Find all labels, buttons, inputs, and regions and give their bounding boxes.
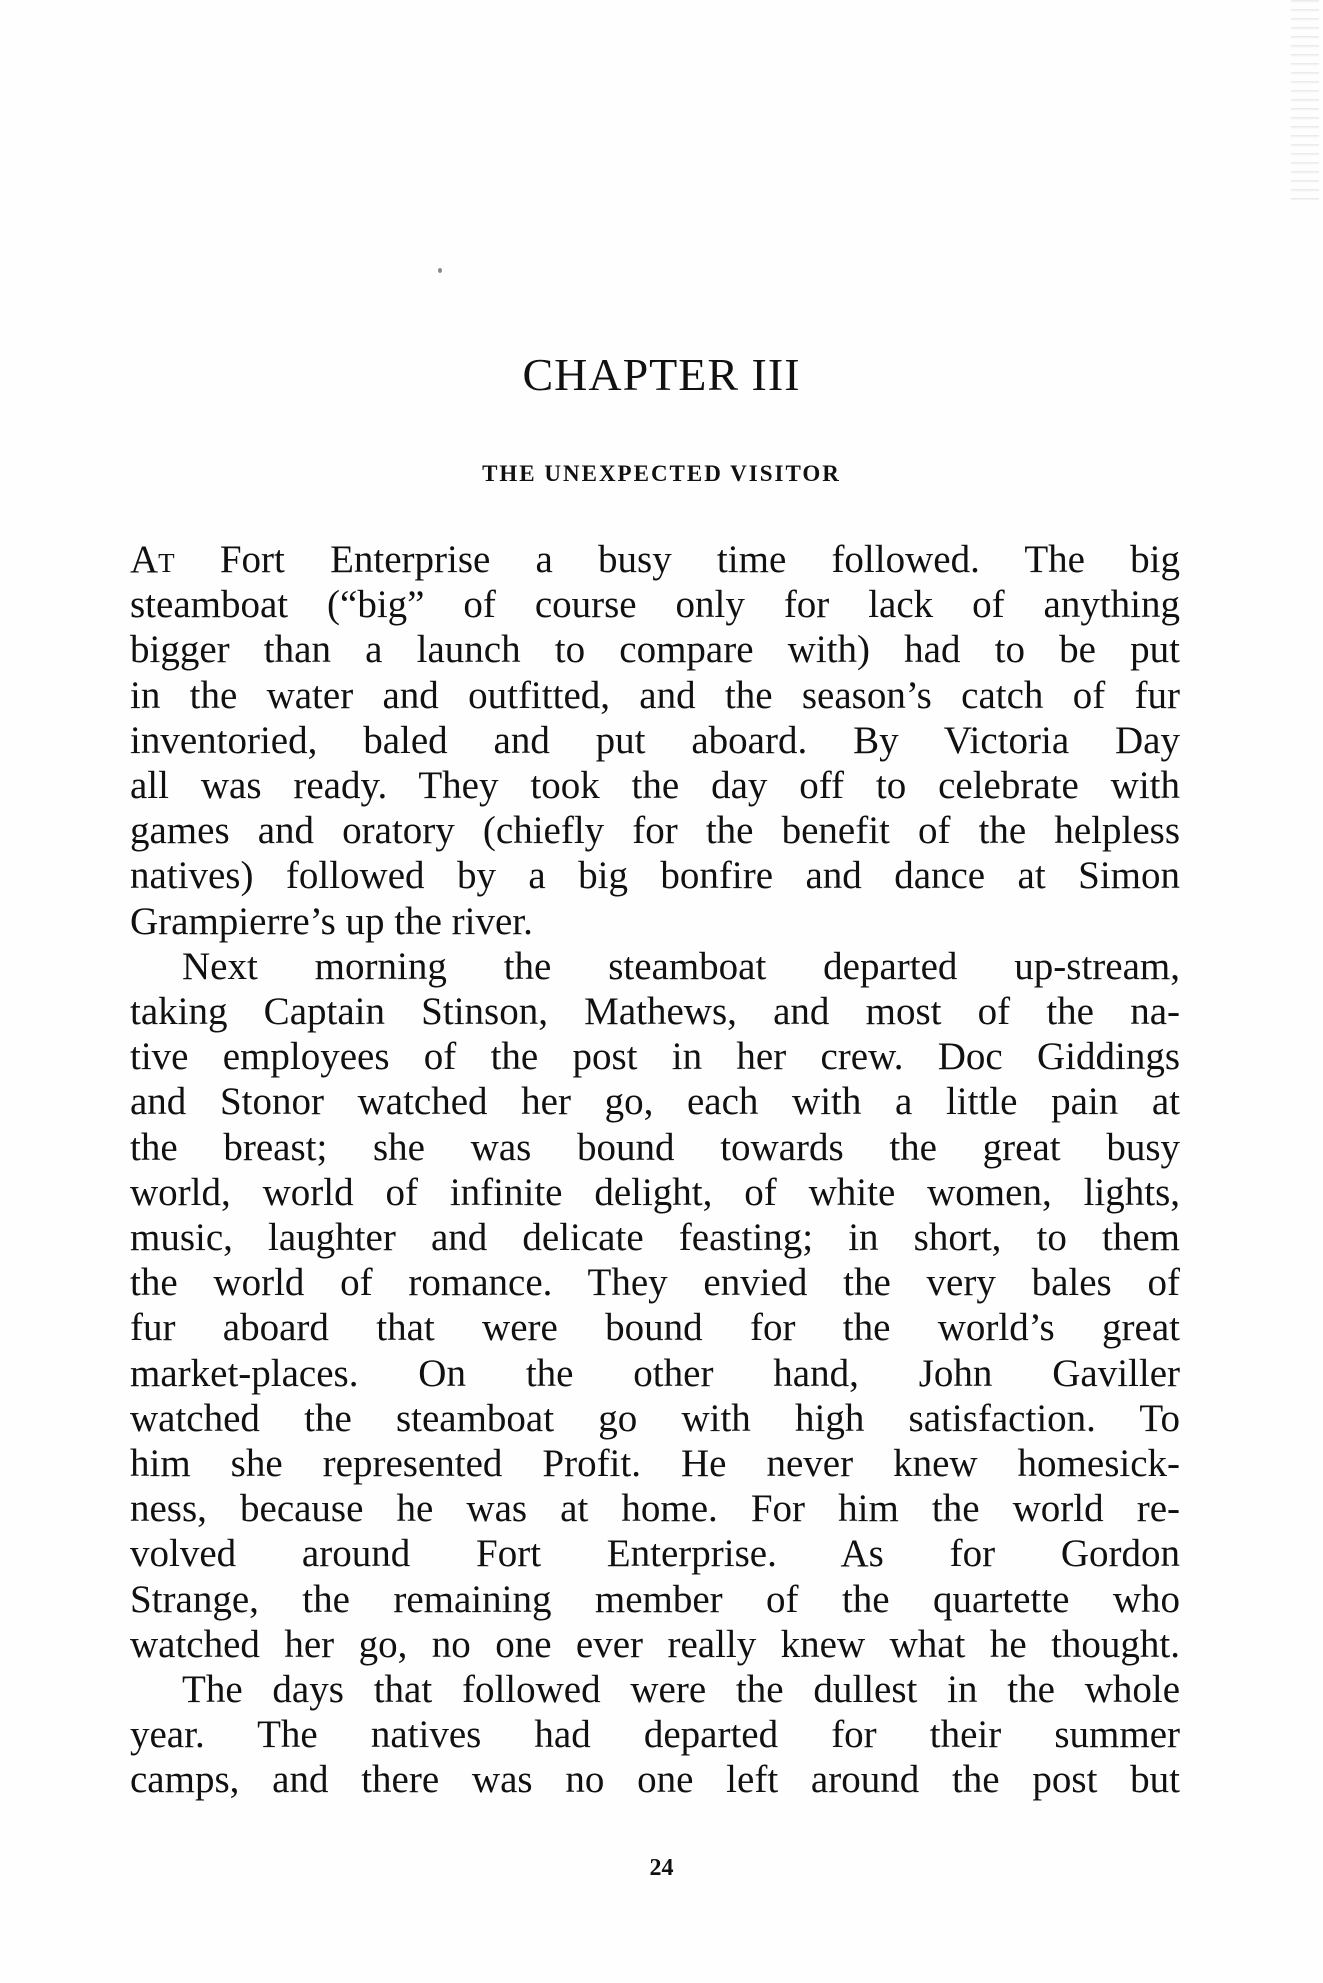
text-line: volved around Fort Enterprise. As for Gordon xyxy=(130,1532,1180,1576)
text-line: steamboat (“big” of course only for lack of anything xyxy=(130,583,1180,627)
text-line: The days that followed were the dullest in the whole xyxy=(182,1668,1180,1712)
scan-speck xyxy=(438,268,442,273)
text-line: in the water and outfitted, and the season’s catch of fur xyxy=(130,673,1180,717)
text-line: market-places. On the other hand, John Gaviller xyxy=(130,1351,1180,1395)
paragraph xyxy=(130,537,1180,944)
chapter-title: THE UNEXPECTED VISITOR xyxy=(482,461,841,486)
text-line: inventoried, baled and put aboard. By Victoria Day xyxy=(130,718,1180,762)
text-line: Grampierre’s up the river. xyxy=(130,899,533,943)
text-line: tive employees of the post in her crew. Doc Giddings xyxy=(130,1035,1180,1079)
text-line: camps, and there was no one left around the post but xyxy=(130,1758,1180,1802)
text-line: all was ready. They took the day off to celebrate with xyxy=(130,764,1180,808)
chapter-number: CHAPTER III xyxy=(522,349,801,400)
scan-edge-noise xyxy=(1291,0,1319,200)
text-line: fur aboard that were bound for the world’s great xyxy=(130,1306,1180,1350)
text-line: the world of romance. They envied the very bales of xyxy=(130,1261,1180,1305)
text-line: Strange, the remaining member of the quartette who xyxy=(130,1577,1180,1621)
text-line: Next morning the steamboat departed up-stream, xyxy=(182,944,1180,988)
text-line: him she represented Profit. He never knew homesick- xyxy=(130,1442,1180,1486)
text-line: ness, because he was at home. For him the world re- xyxy=(130,1487,1180,1531)
text-line: bigger than a launch to compare with) had to be put xyxy=(130,628,1180,672)
text-line: games and oratory (chiefly for the benefit of the helpless xyxy=(130,809,1180,853)
page-number: 24 xyxy=(649,1855,674,1881)
text-line: natives) followed by a big bonfire and dance at Simon xyxy=(130,854,1180,898)
chapter-body xyxy=(130,537,1180,1803)
text-line: taking Captain Stinson, Mathews, and most of the na- xyxy=(130,990,1180,1034)
text-line: watched the steamboat go with high satisfaction. To xyxy=(130,1396,1180,1440)
text-line: watched her go, no one ever really knew what he thought. xyxy=(130,1622,1180,1666)
small-caps-opening: At xyxy=(130,538,175,581)
text-line: world, world of infinite delight, of white women, lights, xyxy=(130,1170,1180,1214)
text-line: At Fort Enterprise a busy time followed. The big xyxy=(130,538,1180,581)
text-line: year. The natives had departed for their summer xyxy=(130,1713,1180,1757)
text-line: the breast; she was bound towards the great busy xyxy=(130,1125,1180,1169)
text-line: and Stonor watched her go, each with a little pain at xyxy=(130,1080,1180,1124)
text-line: music, laughter and delicate feasting; in short, to them xyxy=(130,1216,1180,1260)
paragraph xyxy=(130,944,1180,1667)
paragraph xyxy=(130,1667,1180,1803)
